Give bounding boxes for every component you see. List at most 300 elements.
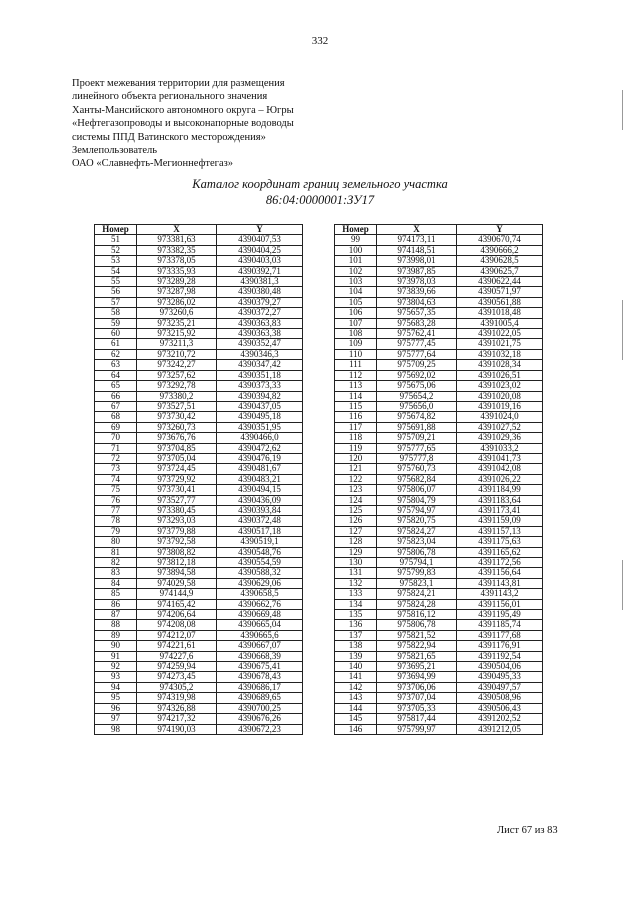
table-row (335, 453, 543, 463)
header-line: «Нефтегазопроводы и высоконапорные водоводы (72, 118, 294, 130)
cell-y: 4391212,05 (457, 724, 543, 734)
table-row (335, 318, 543, 328)
cell-x: 973705,33 (377, 703, 457, 713)
cell-y: 4390372,48 (217, 516, 303, 526)
cell-number: 82 (95, 558, 137, 568)
cell-x: 973210,72 (137, 349, 217, 359)
table-row (95, 547, 303, 557)
cell-x: 975657,35 (377, 308, 457, 318)
cell-y: 4391143,2 (457, 589, 543, 599)
cell-y: 4390588,32 (217, 568, 303, 578)
cell-x: 973978,03 (377, 277, 457, 287)
cell-number: 98 (95, 724, 137, 734)
cell-x: 975806,78 (377, 547, 457, 557)
table-row (335, 412, 543, 422)
table-row (95, 464, 303, 474)
table-row (95, 287, 303, 297)
table-row (335, 599, 543, 609)
table-row (95, 714, 303, 724)
cell-x: 973211,3 (137, 339, 217, 349)
cell-number: 128 (335, 537, 377, 547)
cell-y: 4391177,68 (457, 630, 543, 640)
table-row (95, 693, 303, 703)
cell-number: 78 (95, 516, 137, 526)
cell-x: 975816,12 (377, 610, 457, 620)
cell-x: 973730,42 (137, 412, 217, 422)
cell-x: 975709,25 (377, 360, 457, 370)
cell-x: 973804,63 (377, 297, 457, 307)
cell-x: 975675,06 (377, 381, 457, 391)
coordinates-table-right (334, 224, 543, 735)
table-row (95, 266, 303, 276)
cell-x: 975683,28 (377, 318, 457, 328)
cell-y: 4390629,06 (217, 578, 303, 588)
table-row (335, 474, 543, 484)
table-row (95, 578, 303, 588)
cell-x: 975824,21 (377, 589, 457, 599)
table-row (335, 526, 543, 536)
table-row (95, 401, 303, 411)
cell-y: 4391018,48 (457, 308, 543, 318)
cell-x: 973792,58 (137, 537, 217, 547)
cell-y: 4391172,56 (457, 558, 543, 568)
scan-edge-mark (622, 560, 623, 610)
cell-number: 103 (335, 277, 377, 287)
cell-y: 4390351,95 (217, 422, 303, 432)
cell-x: 973812,18 (137, 558, 217, 568)
cell-x: 973381,63 (137, 235, 217, 245)
table-row (95, 526, 303, 536)
cell-x: 973839,66 (377, 287, 457, 297)
header-line: Проект межевания территории для размещения (72, 78, 285, 89)
table-row (335, 360, 543, 370)
table-row (95, 485, 303, 495)
column-header-x: X (137, 225, 217, 235)
table-row (95, 474, 303, 484)
cell-y: 4391173,41 (457, 505, 543, 515)
cell-number: 60 (95, 329, 137, 339)
table-row (335, 724, 543, 734)
cell-y: 4391042,08 (457, 464, 543, 474)
table-row (335, 693, 543, 703)
cell-x: 973694,99 (377, 672, 457, 682)
cell-y: 4391026,22 (457, 474, 543, 484)
table-row (95, 297, 303, 307)
cell-y: 4391027,52 (457, 422, 543, 432)
cell-y: 4390466,0 (217, 433, 303, 443)
cell-x: 974029,58 (137, 578, 217, 588)
cell-number: 107 (335, 318, 377, 328)
table-row (335, 610, 543, 620)
cell-number: 112 (335, 370, 377, 380)
cell-number: 111 (335, 360, 377, 370)
cell-number: 65 (95, 381, 137, 391)
cell-number: 127 (335, 526, 377, 536)
cell-number: 119 (335, 443, 377, 453)
coordinates-table-left (94, 224, 303, 735)
table-row (335, 370, 543, 380)
cell-number: 86 (95, 599, 137, 609)
table-row (335, 339, 543, 349)
cell-x: 975806,07 (377, 485, 457, 495)
cell-x: 973729,92 (137, 474, 217, 484)
cell-y: 4390347,42 (217, 360, 303, 370)
document-header (72, 77, 294, 171)
cell-y: 4390481,67 (217, 464, 303, 474)
table-row (335, 422, 543, 432)
cell-number: 100 (335, 245, 377, 255)
cell-x: 973527,77 (137, 495, 217, 505)
cell-y: 4390476,19 (217, 453, 303, 463)
cell-x: 973289,28 (137, 277, 217, 287)
cell-x: 975821,65 (377, 651, 457, 661)
cell-number: 122 (335, 474, 377, 484)
cell-x: 975794,1 (377, 558, 457, 568)
cell-number: 96 (95, 703, 137, 713)
cell-x: 975777,45 (377, 339, 457, 349)
column-header-y: Y (217, 225, 303, 235)
sheet-footer: Лист 67 из 83 (497, 825, 558, 836)
header-line: линейного объекта регионального значения (72, 91, 268, 103)
cell-y: 4390675,41 (217, 662, 303, 672)
cell-number: 53 (95, 256, 137, 266)
cell-number: 101 (335, 256, 377, 266)
cell-number: 118 (335, 433, 377, 443)
table-row (95, 610, 303, 620)
cell-number: 83 (95, 568, 137, 578)
cell-x: 975656,0 (377, 401, 457, 411)
cell-x: 975692,02 (377, 370, 457, 380)
cell-x: 973779,88 (137, 526, 217, 536)
cell-x: 974221,61 (137, 641, 217, 651)
cell-y: 4390662,76 (217, 599, 303, 609)
cadastral-number: 86:04:0000001:ЗУ17 (265, 193, 375, 207)
cell-x: 975762,41 (377, 329, 457, 339)
cell-y: 4390495,18 (217, 412, 303, 422)
cell-number: 115 (335, 401, 377, 411)
cell-x: 975804,79 (377, 495, 457, 505)
cell-number: 144 (335, 703, 377, 713)
cell-number: 56 (95, 287, 137, 297)
cell-y: 4390669,48 (217, 610, 303, 620)
cell-y: 4391183,64 (457, 495, 543, 505)
cell-number: 129 (335, 547, 377, 557)
cell-x: 973707,04 (377, 693, 457, 703)
table-row (95, 329, 303, 339)
table-row (95, 360, 303, 370)
table-row (335, 235, 543, 245)
cell-y: 4390666,2 (457, 245, 543, 255)
cell-x: 975824,27 (377, 526, 457, 536)
cell-number: 130 (335, 558, 377, 568)
cell-y: 4390508,96 (457, 693, 543, 703)
cell-number: 104 (335, 287, 377, 297)
table-row (335, 443, 543, 453)
page-number: 332 (311, 35, 329, 47)
cell-x: 973527,51 (137, 401, 217, 411)
cell-number: 61 (95, 339, 137, 349)
cell-x: 973292,78 (137, 381, 217, 391)
table-row (335, 308, 543, 318)
cell-x: 973998,01 (377, 256, 457, 266)
table-row (95, 516, 303, 526)
cell-x: 973378,05 (137, 256, 217, 266)
table-row (95, 641, 303, 651)
cell-y: 4390571,97 (457, 287, 543, 297)
table-row (95, 724, 303, 734)
table-row (335, 329, 543, 339)
cell-y: 4390497,57 (457, 682, 543, 692)
table-row (335, 433, 543, 443)
cell-number: 89 (95, 630, 137, 640)
table-row (95, 682, 303, 692)
cell-y: 4391029,36 (457, 433, 543, 443)
cell-number: 141 (335, 672, 377, 682)
table-row (335, 381, 543, 391)
cell-number: 67 (95, 401, 137, 411)
table-row (335, 287, 543, 297)
cell-number: 134 (335, 599, 377, 609)
cell-number: 110 (335, 349, 377, 359)
cell-x: 974144,9 (137, 589, 217, 599)
cell-y: 4390392,71 (217, 266, 303, 276)
cell-x: 973242,27 (137, 360, 217, 370)
cell-y: 4390351,18 (217, 370, 303, 380)
cell-x: 975674,82 (377, 412, 457, 422)
cell-y: 4391159,09 (457, 516, 543, 526)
cell-number: 85 (95, 589, 137, 599)
table-row (335, 558, 543, 568)
cell-x: 973335,93 (137, 266, 217, 276)
table-row (335, 349, 543, 359)
table-row (95, 505, 303, 515)
cell-x: 973808,82 (137, 547, 217, 557)
table-row (335, 256, 543, 266)
table-row (335, 714, 543, 724)
table-row (95, 422, 303, 432)
table-row (95, 318, 303, 328)
table-row (95, 433, 303, 443)
table-row (95, 558, 303, 568)
cell-number: 99 (335, 235, 377, 245)
column-header-y: Y (457, 225, 543, 235)
cell-y: 4391021,75 (457, 339, 543, 349)
cell-y: 4391023,02 (457, 381, 543, 391)
cell-y: 4390494,15 (217, 485, 303, 495)
cell-number: 84 (95, 578, 137, 588)
cell-number: 121 (335, 464, 377, 474)
table-row (95, 568, 303, 578)
table-row (335, 277, 543, 287)
cell-y: 4390548,76 (217, 547, 303, 557)
cell-x: 973695,21 (377, 662, 457, 672)
table-row (335, 547, 543, 557)
cell-y: 4390628,5 (457, 256, 543, 266)
table-header-row (95, 225, 303, 235)
column-header-x: X (377, 225, 457, 235)
catalog-title: Каталог координат границ земельного участка (192, 177, 448, 191)
cell-x: 974173,11 (377, 235, 457, 245)
cell-x: 974212,07 (137, 630, 217, 640)
cell-x: 975799,83 (377, 568, 457, 578)
cell-x: 973706,06 (377, 682, 457, 692)
cell-y: 4390667,07 (217, 641, 303, 651)
cell-number: 70 (95, 433, 137, 443)
cell-x: 973293,03 (137, 516, 217, 526)
cell-y: 4390670,74 (457, 235, 543, 245)
cell-number: 90 (95, 641, 137, 651)
table-row (95, 256, 303, 266)
table-row (335, 485, 543, 495)
cell-number: 75 (95, 485, 137, 495)
cell-y: 4390678,43 (217, 672, 303, 682)
cell-y: 4391165,62 (457, 547, 543, 557)
cell-x: 974208,08 (137, 620, 217, 630)
cell-y: 4391156,01 (457, 599, 543, 609)
table-row (95, 651, 303, 661)
scan-edge-mark (622, 90, 623, 130)
cell-x: 973257,62 (137, 370, 217, 380)
cell-y: 4390437,05 (217, 401, 303, 411)
table-row (335, 703, 543, 713)
cell-number: 131 (335, 568, 377, 578)
cell-number: 55 (95, 277, 137, 287)
cell-number: 59 (95, 318, 137, 328)
cell-number: 92 (95, 662, 137, 672)
table-row (95, 630, 303, 640)
cell-y: 4391202,52 (457, 714, 543, 724)
cell-y: 4390561,88 (457, 297, 543, 307)
cell-y: 4390379,27 (217, 297, 303, 307)
cell-x: 973260,6 (137, 308, 217, 318)
table-row (95, 672, 303, 682)
cell-number: 69 (95, 422, 137, 432)
cell-number: 88 (95, 620, 137, 630)
cell-number: 95 (95, 693, 137, 703)
cell-number: 94 (95, 682, 137, 692)
cell-y: 4390622,44 (457, 277, 543, 287)
cell-y: 4390363,38 (217, 329, 303, 339)
cell-number: 136 (335, 620, 377, 630)
cell-number: 124 (335, 495, 377, 505)
cell-x: 975777,8 (377, 453, 457, 463)
cell-y: 4391157,13 (457, 526, 543, 536)
header-line: системы ППД Ватинского месторождения» (72, 131, 266, 143)
cell-x: 975823,04 (377, 537, 457, 547)
table-row (335, 495, 543, 505)
cell-y: 4390665,6 (217, 630, 303, 640)
table-row (335, 505, 543, 515)
table-row (95, 443, 303, 453)
cell-number: 142 (335, 682, 377, 692)
header-line: Землепользователь (72, 145, 158, 157)
cell-y: 4391028,34 (457, 360, 543, 370)
cell-x: 975760,73 (377, 464, 457, 474)
cell-number: 57 (95, 297, 137, 307)
table-row (95, 308, 303, 318)
catalog-title-block (0, 176, 640, 208)
table-row (335, 568, 543, 578)
cell-x: 974165,42 (137, 599, 217, 609)
cell-number: 68 (95, 412, 137, 422)
cell-x: 973235,21 (137, 318, 217, 328)
cell-x: 975822,94 (377, 641, 457, 651)
cell-x: 974273,45 (137, 672, 217, 682)
cell-y: 4390472,62 (217, 443, 303, 453)
table-row (335, 464, 543, 474)
cell-y: 4390373,33 (217, 381, 303, 391)
table-row (335, 641, 543, 651)
cell-x: 975654,2 (377, 391, 457, 401)
cell-number: 125 (335, 505, 377, 515)
cell-number: 143 (335, 693, 377, 703)
cell-x: 975820,75 (377, 516, 457, 526)
table-row (95, 620, 303, 630)
cell-x: 974227,6 (137, 651, 217, 661)
cell-number: 97 (95, 714, 137, 724)
table-row (335, 620, 543, 630)
cell-number: 113 (335, 381, 377, 391)
cell-number: 108 (335, 329, 377, 339)
cell-number: 114 (335, 391, 377, 401)
cell-y: 4390393,84 (217, 505, 303, 515)
table-row (335, 672, 543, 682)
cell-y: 4391024,0 (457, 412, 543, 422)
cell-x: 973724,45 (137, 464, 217, 474)
cell-x: 974305,2 (137, 682, 217, 692)
cell-number: 74 (95, 474, 137, 484)
cell-x: 973987,85 (377, 266, 457, 276)
table-row (95, 391, 303, 401)
cell-y: 4390380,48 (217, 287, 303, 297)
cell-x: 974190,03 (137, 724, 217, 734)
cell-number: 123 (335, 485, 377, 495)
table-row (335, 682, 543, 692)
cell-number: 120 (335, 453, 377, 463)
cell-x: 975709,21 (377, 433, 457, 443)
cell-y: 4390381,3 (217, 277, 303, 287)
cell-number: 76 (95, 495, 137, 505)
cell-number: 66 (95, 391, 137, 401)
cell-y: 4391033,2 (457, 443, 543, 453)
cell-x: 973382,35 (137, 245, 217, 255)
cell-x: 973705,04 (137, 453, 217, 463)
table-row (95, 235, 303, 245)
cell-y: 4390686,17 (217, 682, 303, 692)
cell-x: 975806,78 (377, 620, 457, 630)
cell-x: 975823,1 (377, 578, 457, 588)
cell-y: 4391005,4 (457, 318, 543, 328)
cell-number: 58 (95, 308, 137, 318)
cell-number: 81 (95, 547, 137, 557)
cell-y: 4390372,27 (217, 308, 303, 318)
cell-x: 975821,52 (377, 630, 457, 640)
cell-number: 135 (335, 610, 377, 620)
table-header-row (335, 225, 543, 235)
cell-x: 975817,44 (377, 714, 457, 724)
cell-y: 4391195,49 (457, 610, 543, 620)
cell-number: 132 (335, 578, 377, 588)
table-row (335, 651, 543, 661)
cell-y: 4390517,18 (217, 526, 303, 536)
cell-x: 974206,64 (137, 610, 217, 620)
cell-y: 4390495,33 (457, 672, 543, 682)
cell-y: 4390625,7 (457, 266, 543, 276)
cell-y: 4390363,83 (217, 318, 303, 328)
cell-y: 4390506,43 (457, 703, 543, 713)
table-row (335, 391, 543, 401)
header-line: ОАО «Славнефть-Мегионнефтегаз» (72, 158, 234, 170)
